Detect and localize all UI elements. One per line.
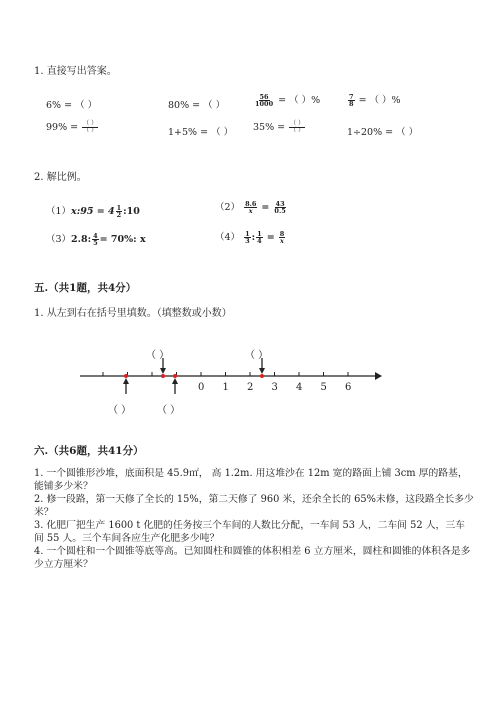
proportion-1: （1）x:95 = 4 $\frac{1}{2}$ :10 (46, 203, 140, 219)
word-problem-2: 2. 修一段路，第一天修了全长的 15%，第二天修了 960 米，还余全长的 65%未修，这段路全长多少米？ (34, 494, 474, 518)
q1-item-6pct: 6% = （ ） (46, 100, 98, 111)
question-1-title: 1. 直接写出答案。 (34, 66, 117, 77)
word-problem-1: 1. 一个圆锥形沙堆，底面积是 45.9㎡， 高 1.2m. 用这堆沙在 12m 宽的路面上铺 3cm 厚的路基，能铺多少米？ (34, 468, 468, 492)
marker-point (260, 374, 264, 378)
section-6-title: 六.（共6题，共41分） (34, 445, 144, 457)
up-blank-arrowhead-left (160, 368, 166, 374)
q1-item-1-plus-5pct: 1+5% = （ ） (168, 127, 234, 138)
word-problem-3: 3. 化肥厂把生产 1600 t 化肥的任务按三个车间的人数比分配，一车间 53 人，二车间 52 人，三车间 55 人。三个车间各应生产化肥多少吨？ (34, 520, 465, 544)
down-blank-arrowhead-left (123, 378, 129, 384)
marker-point (161, 374, 165, 378)
tick-label: 3 (271, 382, 278, 393)
proportion-3: （3）2.8: $\frac{4}{5}$ = 70%: x (46, 231, 146, 247)
word-problem-4: 4. 一个圆柱和一个圆锥等底等高。已知圆柱和圆锥的体积相差 6 立方厘米，圆柱和圆锥的体积各是多少立方厘米？ (34, 546, 471, 570)
number-line-labels (198, 382, 351, 393)
answer-blank-bottom-left[interactable]: （ ） (108, 405, 132, 416)
proportion-4: （4） $\frac{1}{3}$ : $\frac{1}{4}$ = $\frac{8}{x}$ (215, 229, 285, 245)
q1-item-99pct: 99% = $\frac{( )}{( )}$ (46, 120, 98, 134)
up-blank-arrowhead-right (259, 368, 265, 374)
answer-blank-top-left[interactable]: （ ） (146, 350, 170, 361)
q1-item-80pct: 80% = （ ） (168, 100, 226, 111)
section-5-question: 1. 从左到右在括号里填数。（填整数或小数） (34, 308, 232, 319)
tick-label: 4 (296, 382, 303, 393)
section-5-title: 五.（共1题，共4分） (34, 282, 137, 294)
answer-blank-top-right[interactable]: （ ） (245, 350, 269, 361)
q1-item-56-over-1000: $\frac{56}{1000}$ = （ ）% (255, 92, 321, 108)
marker-point (173, 374, 177, 378)
question-2-title: 2. 解比例。 (34, 172, 87, 183)
down-blank-arrowhead-right (172, 378, 178, 384)
tick-label: 6 (345, 382, 352, 393)
marker-point (124, 374, 128, 378)
proportion-2: （2） $\frac{8.6}{x}$ = $\frac{43}{0.5}$ (215, 199, 286, 215)
tick-label: 2 (247, 382, 254, 393)
number-line-arrowhead (375, 372, 382, 380)
tick-label: 0 (198, 382, 205, 393)
q1-item-7-over-8: $\frac{7}{8}$ = （ ）% (349, 92, 401, 108)
q1-item-1-div-20pct: 1÷20% = （ ） (347, 127, 419, 138)
tick-label: 1 (222, 382, 229, 393)
q1-item-35pct: 35% = $\frac{( )}{( )}$ (253, 120, 305, 134)
answer-blank-bottom-right[interactable]: （ ） (157, 405, 181, 416)
tick-label: 5 (320, 382, 327, 393)
